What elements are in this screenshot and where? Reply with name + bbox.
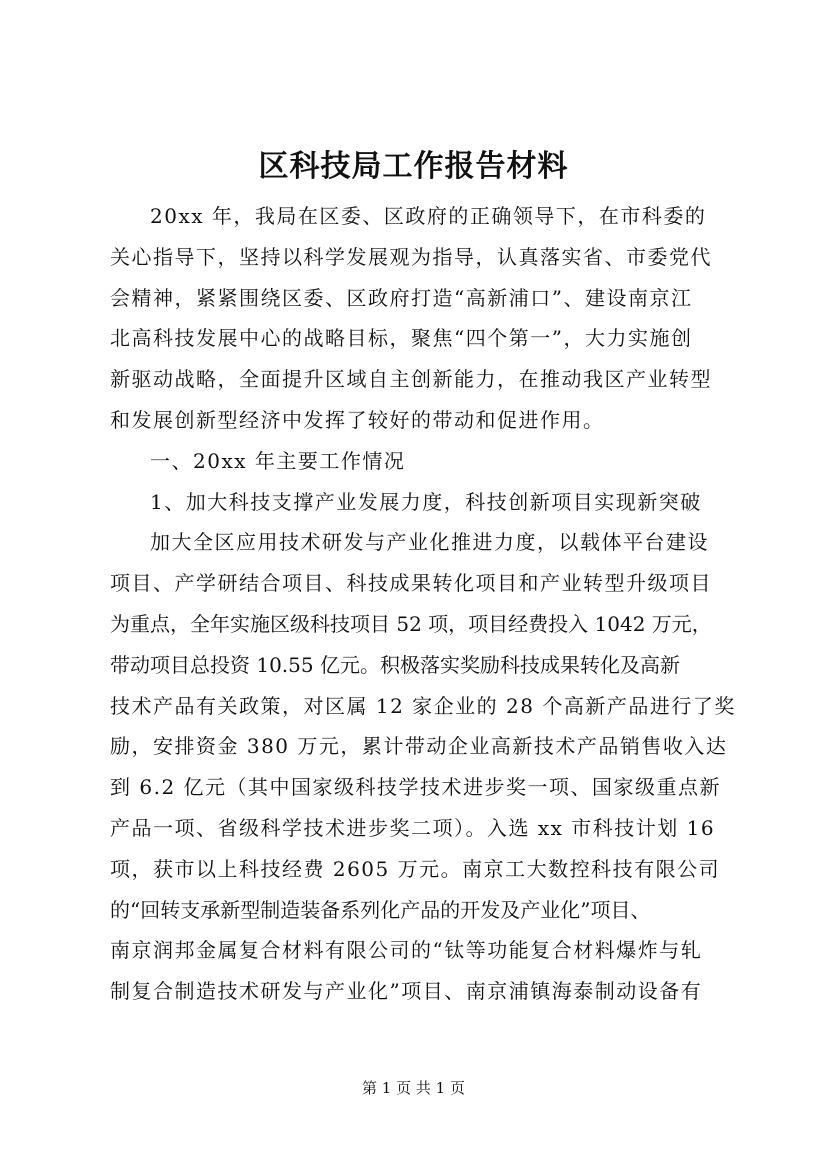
paragraph-line: 加大全区应用技术研发与产业化推进力度，以载体平台建设 bbox=[150, 530, 709, 555]
paragraph-line: 到 6.2 亿元（其中国家级科技学技术进步奖一项、国家级重点新 bbox=[110, 775, 722, 800]
paragraph-line: 带动项目总投资 10.55 亿元。积极落实奖励科技成果转化及高新 bbox=[110, 652, 680, 677]
paragraph-line: 北高科技发展中心的战略目标，聚焦“四个第一”，大力实施创 bbox=[110, 326, 693, 351]
paragraph-line: 和发展创新型经济中发挥了较好的带动和促进作用。 bbox=[110, 407, 605, 432]
paragraph-line: 会精神，紧紧围绕区委、区政府打造“高新浦口”、建设南京江 bbox=[110, 285, 693, 310]
paragraph-line: 项，获市以上科技经费 2605 万元。南京工大数控科技有限公司 bbox=[110, 856, 721, 881]
paragraph-line: 20xx 年，我局在区委、区政府的正确领导下，在市科委的 bbox=[150, 204, 707, 228]
paragraph-line: 的“回转支承新型制造装备系列化产品的开发及产业化”项目、 bbox=[110, 897, 651, 922]
document-body bbox=[110, 196, 736, 1012]
paragraph-line: 项目、产学研结合项目、科技成果转化项目和产业转型升级项目 bbox=[110, 571, 712, 596]
paragraph-line: 新驱动战略，全面提升区域自主创新能力，在推动我区产业转型 bbox=[110, 367, 712, 392]
subsection-heading: 1、加大科技支撑产业发展力度，科技创新项目实现新突破 bbox=[150, 489, 702, 514]
paragraph-line: 产品一项、省级科学技术进步奖二项）。入选 xx 市科技计划 16 bbox=[110, 815, 716, 840]
paragraph-line: 制复合制造技术研发与产业化”项目、南京浦镇海泰制动设备有 bbox=[110, 979, 703, 1004]
paragraph-line: 励，安排资金 380 万元，累计带动企业高新技术产品销售收入达 bbox=[110, 734, 728, 759]
paragraph-line: 技术产品有关政策，对区属 12 家企业的 28 个高新产品进行了奖 bbox=[110, 693, 736, 718]
document-title: 区科技局工作报告材料 bbox=[258, 149, 569, 184]
paragraph-line: 关心指导下，坚持以科学发展观为指导，认真落实省、市委党代 bbox=[110, 244, 712, 269]
section-heading: 一、20xx 年主要工作情况 bbox=[150, 448, 406, 473]
paragraph-line: 南京润邦金属复合材料有限公司的“钛等功能复合材料爆炸与轧 bbox=[110, 938, 703, 963]
paragraph-line: 为重点，全年实施区级科技项目 52 项，项目经费投入 1042 万元， bbox=[110, 611, 712, 636]
page-footer: 第 1 页 共 1 页 bbox=[362, 1079, 465, 1097]
